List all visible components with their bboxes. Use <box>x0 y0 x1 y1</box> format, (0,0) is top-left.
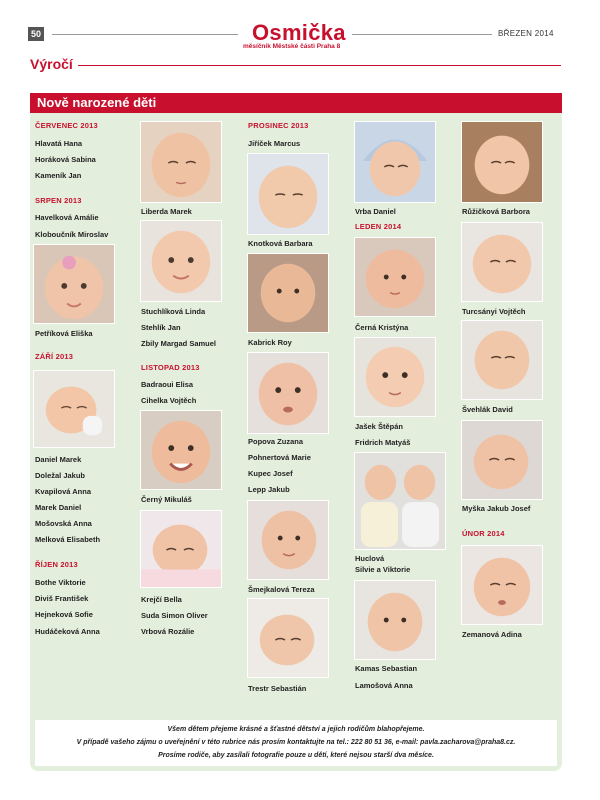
baby-photo <box>247 352 329 434</box>
baby-name: Marek Daniel <box>35 503 82 512</box>
baby-name: Doležal Jakub <box>35 471 86 480</box>
baby-name: Kupec Josef <box>248 469 293 478</box>
baby-name: Havelková Amálie <box>35 213 99 222</box>
footer-line: V případě vašeho zájmu o uveřejnění v této rubrice nás prosím kontaktujte na tel.: 222 80 51 36, e-mail: pavla.zacharova@praha8.cz. <box>76 739 516 746</box>
baby-name: Knotková Barbara <box>248 239 313 248</box>
baby-photo <box>33 370 115 448</box>
baby-name: Švehlák David <box>462 405 513 414</box>
baby-name: Vrbová Rozálie <box>141 627 195 636</box>
baby-name: Fridrich Matyáš <box>355 438 411 447</box>
banner <box>30 93 562 113</box>
section-rule <box>78 65 561 66</box>
issue-date: BŘEZEN 2014 <box>498 29 554 38</box>
baby-photo <box>461 320 543 400</box>
baby-photo <box>461 222 543 302</box>
baby-name: Krejčí Bella <box>141 595 182 604</box>
baby-name: Černá Kristýna <box>355 323 409 332</box>
baby-name: Zemanová Adina <box>462 630 522 639</box>
baby-name: Pohnertová Marie <box>248 453 311 462</box>
baby-name: Badraoui Elisa <box>141 380 194 389</box>
baby-name: Hlavatá Hana <box>35 139 83 148</box>
baby-name: Kamas Sebastian <box>355 664 418 673</box>
baby-name: Růžičková Barbora <box>462 207 530 216</box>
baby-name: Zbily Margad Samuel <box>141 339 217 348</box>
baby-photo <box>354 337 436 417</box>
baby-photo <box>247 500 329 580</box>
baby-name: Trestr Sebastián <box>248 684 307 693</box>
baby-name: Silvie a Viktorie <box>355 565 411 574</box>
baby-name: Jašek Štěpán <box>355 422 403 431</box>
header-rule-right <box>352 34 492 35</box>
footer-line: Prosíme rodiče, aby zasílali fotografie pouze u dětí, které nejsou starší dva měsíce. <box>158 752 434 759</box>
baby-photo <box>140 220 222 302</box>
baby-name: Lepp Jakub <box>248 485 290 494</box>
baby-name: Černý Mikuláš <box>141 495 192 504</box>
baby-name: Vrba Daniel <box>355 207 396 216</box>
magazine-subtitle: měsíčník Městské části Praha 8 <box>243 43 341 50</box>
baby-name: Petříková Eliška <box>35 329 93 338</box>
baby-photo <box>247 153 329 235</box>
baby-name: Liberda Marek <box>141 207 192 216</box>
header-rule-left <box>52 34 238 35</box>
footer-note <box>35 720 557 766</box>
baby-name: Hudáčeková Anna <box>35 627 100 636</box>
baby-name: Jiříček Marcus <box>248 139 301 148</box>
baby-photo <box>354 580 436 660</box>
baby-name: Kloboučník Miroslav <box>35 230 109 239</box>
baby-name: Hejneková Sofie <box>35 610 93 619</box>
baby-name: Kameník Jan <box>35 171 82 180</box>
baby-name: Horáková Sabina <box>35 155 96 164</box>
month-heading: LEDEN 2014 <box>355 222 402 231</box>
baby-name: Bothe Viktorie <box>35 578 86 587</box>
footer-line: Všem dětem přejeme krásné a šťastné dětství a jejich rodičům blahopřejeme. <box>167 726 425 733</box>
baby-name: Stehlík Jan <box>141 323 181 332</box>
baby-name: Šmejkalová Tereza <box>248 585 315 594</box>
baby-photo <box>140 510 222 588</box>
month-heading: ZÁŘÍ 2013 <box>35 352 74 361</box>
baby-photo <box>461 545 543 625</box>
baby-photo <box>140 121 222 203</box>
baby-photo <box>461 420 543 500</box>
month-heading: ÚNOR 2014 <box>462 529 505 538</box>
baby-name: Popova Zuzana <box>248 437 304 446</box>
baby-photo <box>247 253 329 333</box>
baby-photo <box>354 452 446 550</box>
baby-name: Kvapilová Anna <box>35 487 91 496</box>
baby-name: Stuchlíková Linda <box>141 307 206 316</box>
magazine-logo: Osmička <box>252 20 346 45</box>
baby-name: Kabrick Roy <box>248 338 292 347</box>
baby-name: Diviš František <box>35 594 89 603</box>
baby-photo <box>354 121 436 203</box>
baby-name: Cihelka Vojtěch <box>141 396 197 405</box>
baby-photo <box>354 237 436 317</box>
month-heading: ČERVENEC 2013 <box>35 121 98 130</box>
month-heading: SRPEN 2013 <box>35 196 82 205</box>
baby-name: Mošovská Anna <box>35 519 92 528</box>
baby-name: Daniel Marek <box>35 455 82 464</box>
baby-photo <box>140 410 222 490</box>
month-heading: ŘÍJEN 2013 <box>35 560 78 569</box>
baby-photo <box>461 121 543 203</box>
baby-name: Lamošová Anna <box>355 681 413 690</box>
baby-name: Melková Elisabeth <box>35 535 101 544</box>
page-number: 50 <box>28 27 44 41</box>
baby-photo <box>33 244 115 324</box>
baby-photo <box>247 598 329 678</box>
month-heading: PROSINEC 2013 <box>248 121 309 130</box>
baby-name: Myška Jakub Josef <box>462 504 531 513</box>
month-heading: LISTOPAD 2013 <box>141 363 200 372</box>
section-title: Výročí <box>30 56 73 72</box>
banner-title: Nově narozené děti <box>37 95 157 110</box>
baby-name: Turcsányi Vojtěch <box>462 307 526 316</box>
baby-name: Huclová <box>355 554 385 563</box>
baby-name: Suda Simon Oliver <box>141 611 208 620</box>
